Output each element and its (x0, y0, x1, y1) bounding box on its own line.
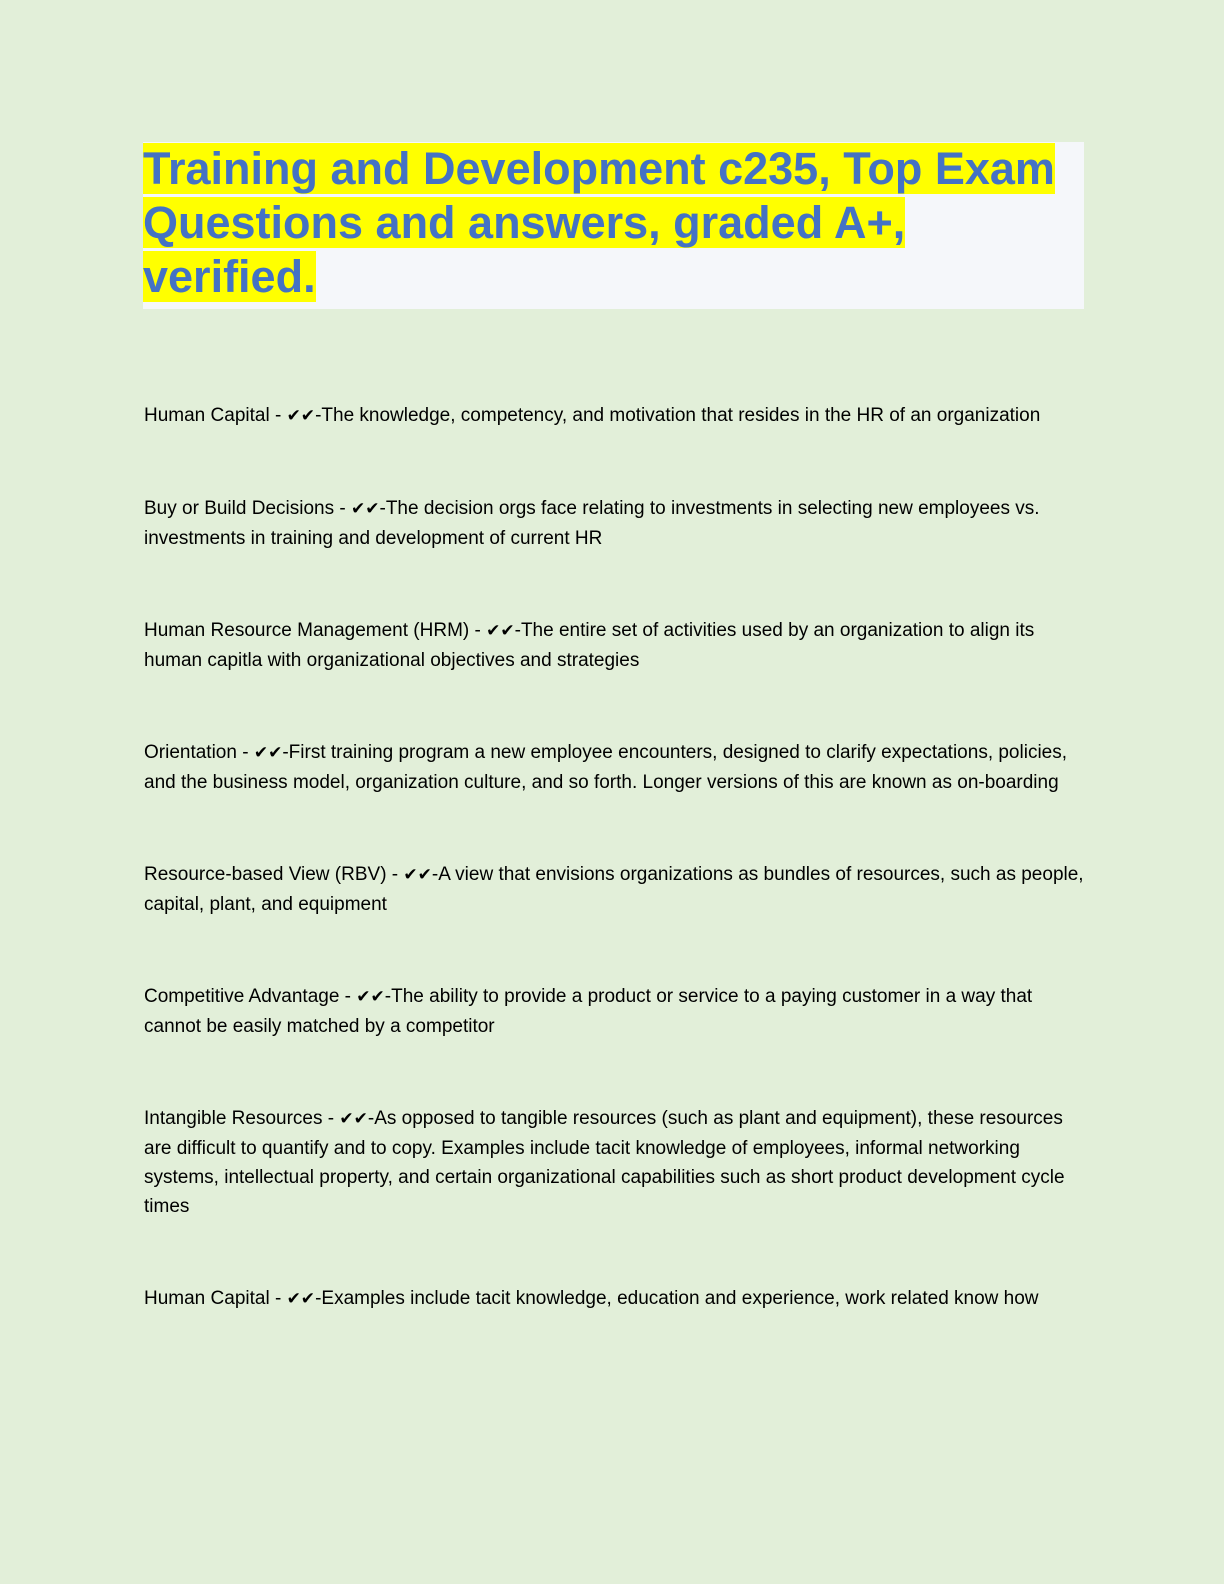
entry-term: Competitive Advantage (144, 986, 340, 1007)
entries-list (144, 401, 1089, 1314)
double-checkmark-icon: ✔✔ (339, 1109, 368, 1129)
entry-dash: - (379, 498, 386, 519)
entry-definition: Examples include tacit knowledge, education and experience, work related know how (321, 1288, 1039, 1309)
entry-separator: - (334, 498, 351, 519)
title-highlight: Training and Development c235, Top Exam Questions and answers, graded A+, verified. (143, 143, 1055, 302)
double-checkmark-icon: ✔✔ (403, 865, 432, 885)
entry-definition: The ability to provide a product or service to a paying customer in a way that cannot be easily matched by a competitor (144, 986, 1033, 1037)
entry-separator: - (339, 986, 357, 1007)
entry-separator: - (236, 742, 254, 763)
entry-separator: - (322, 1108, 340, 1129)
entry-dash: - (315, 1288, 322, 1309)
entry-definition: First training program a new employee encounters, designed to clarify expectations, policies, and the business model, organization culture, and so forth. Longer versions of this are known as on-boarding (144, 742, 1068, 793)
entry-term: Orientation (144, 742, 237, 763)
entry-term: Human Resource Management (HRM) (144, 620, 470, 641)
entry-dash: - (431, 864, 439, 885)
entry-definition: The entire set of activities used by an organization to align its human capitla with organizational objectives and strategies (144, 620, 1035, 671)
double-checkmark-icon: ✔✔ (286, 1289, 316, 1309)
entry-item (144, 860, 1089, 919)
entry-term: Resource-based View (RBV) (144, 864, 387, 885)
entry-item (144, 982, 1089, 1041)
double-checkmark-icon: ✔✔ (350, 499, 380, 519)
entry-item (144, 1284, 1089, 1314)
double-checkmark-icon: ✔✔ (286, 406, 316, 426)
entry-item (144, 494, 1089, 553)
document-title (143, 142, 1073, 304)
entry-term: Intangible Resources (144, 1108, 323, 1129)
entry-item (144, 1104, 1089, 1221)
entry-item (144, 738, 1089, 797)
entry-item (144, 616, 1089, 675)
title-block (143, 142, 1084, 309)
entry-dash: - (514, 620, 521, 641)
entry-definition: The knowledge, competency, and motivation that resides in the HR of an organization (321, 405, 1041, 426)
entry-definition: A view that envisions organizations as bundles of resources, such as people, capital, plant, and equipment (144, 864, 1084, 915)
entry-separator: - (269, 405, 287, 426)
entry-separator: - (386, 864, 404, 885)
entry-term: Buy or Build Decisions (144, 498, 335, 519)
entry-item (144, 401, 1089, 431)
entry-term: Human Capital (144, 1288, 270, 1309)
double-checkmark-icon: ✔✔ (253, 743, 283, 763)
double-checkmark-icon: ✔✔ (356, 987, 385, 1007)
entry-term: Human Capital (144, 405, 270, 426)
double-checkmark-icon: ✔✔ (486, 621, 515, 641)
entry-definition: The decision orgs face relating to investments in selecting new employees vs. investments in training and development of current HR (144, 498, 1040, 549)
entry-separator: - (269, 1288, 287, 1309)
entry-dash: - (384, 986, 392, 1007)
entry-dash: - (315, 405, 322, 426)
entry-dash: - (367, 1108, 375, 1129)
entry-dash: - (282, 742, 289, 763)
entry-definition: As opposed to tangible resources (such as plant and equipment), these resources are difficult to quantify and to copy. Examples include tacit knowledge of employees, informal networking systems, intellectual property, and certain organizational capabilities such as short product development cycle times (144, 1108, 1065, 1217)
entry-separator: - (469, 620, 487, 641)
